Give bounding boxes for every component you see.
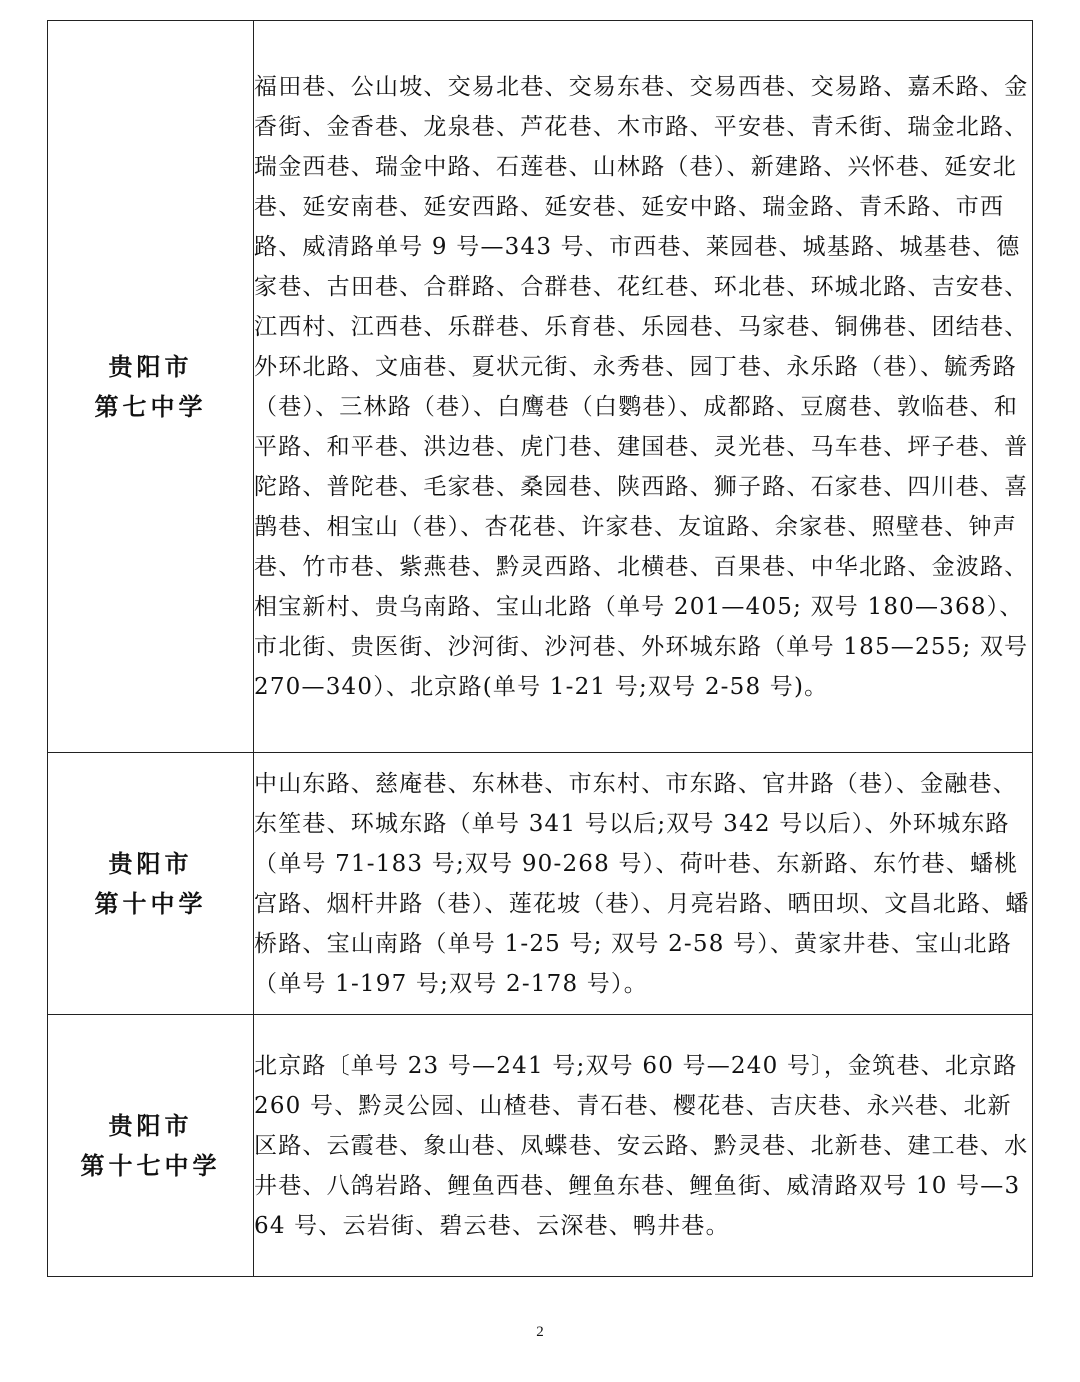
table-row — [48, 1015, 1033, 1277]
school-district-table — [47, 20, 1033, 1277]
street-list: 福田巷、公山坡、交易北巷、交易东巷、交易西巷、交易路、嘉禾路、金香街、金香巷、龙泉巷、芦花巷、木市路、平安巷、青禾街、瑞金北路、瑞金西巷、瑞金中路、石莲巷、山林路（巷）、新建路、兴怀巷、延安北巷、延安南巷、延安西路、延安巷、延安中路、瑞金路、青禾路、市西路、威清路单号 9 号—343 号、市西巷、莱园巷、城基路、城基巷、德家巷、古田巷、合群路、合群巷、花红巷、环北巷、环城北路、吉安巷、江西村、江西巷、乐群巷、乐育巷、乐园巷、马家巷、铜佛巷、团结巷、外环北路、文庙巷、夏状元街、永秀巷、园丁巷、永乐路（巷）、毓秀路（巷）、三林路（巷）、白鹰巷（白鹦巷）、成都路、豆腐巷、敦临巷、和平路、和平巷、洪边巷、虎门巷、建国巷、灵光巷、马车巷、坪子巷、普陀路、普陀巷、毛家巷、桑园巷、陕西路、狮子路、石家巷、四川巷、喜鹊巷、相宝山（巷）、杏花巷、许家巷、友谊路、余家巷、照壁巷、钟声巷、竹市巷、紫燕巷、黔灵西路、北横巷、百果巷、中华北路、金波路、相宝新村、贵乌南路、宝山北路（单号 201—405; 双号 180—368）、市北街、贵医街、沙河街、沙河巷、外环城东路（单号 185—255; 双号 270—340）、北京路(单号 1-21 号;双号 2-58 号)。 — [254, 73, 1029, 700]
school-cell — [48, 753, 254, 1015]
school-name: 贵阳市 第七中学 — [94, 352, 207, 421]
school-cell — [48, 21, 254, 753]
school-name: 贵阳市 第十中学 — [94, 849, 207, 918]
page-number: 2 — [536, 1324, 544, 1340]
streets-cell — [254, 21, 1033, 753]
table-row — [48, 753, 1033, 1015]
streets-cell — [254, 753, 1033, 1015]
school-cell — [48, 1015, 254, 1277]
street-list: 中山东路、慈庵巷、东林巷、市东村、市东路、官井路（巷）、金融巷、东笙巷、环城东路（单号 341 号以后;双号 342 号以后）、外环城东路（单号 71-183 号;双号 90-268 号）、荷叶巷、东新路、东竹巷、蟠桃宫路、烟杆井路（巷）、莲花坡（巷）、月亮岩路、晒田坝、文昌北路、蟠桥路、宝山南路（单号 1-25 号; 双号 2-58 号）、黄家井巷、宝山北路（单号 1-197 号;双号 2-178 号）。 — [254, 770, 1030, 997]
table-row — [48, 21, 1033, 753]
streets-cell — [254, 1015, 1033, 1277]
street-list: 北京路〔单号 23 号—241 号;双号 60 号—240 号〕，金筑巷、北京路 260 号、黔灵公园、山楂巷、青石巷、樱花巷、吉庆巷、永兴巷、北新区路、云霞巷、象山巷、凤蝶巷、安云路、黔灵巷、北新巷、建工巷、水井巷、八鸽岩路、鲤鱼西巷、鲤鱼东巷、鲤鱼街、威清路双号 10 号—364 号、云岩街、碧云巷、云深巷、鸭井巷。 — [254, 1052, 1029, 1239]
school-name: 贵阳市 第十七中学 — [80, 1111, 221, 1180]
